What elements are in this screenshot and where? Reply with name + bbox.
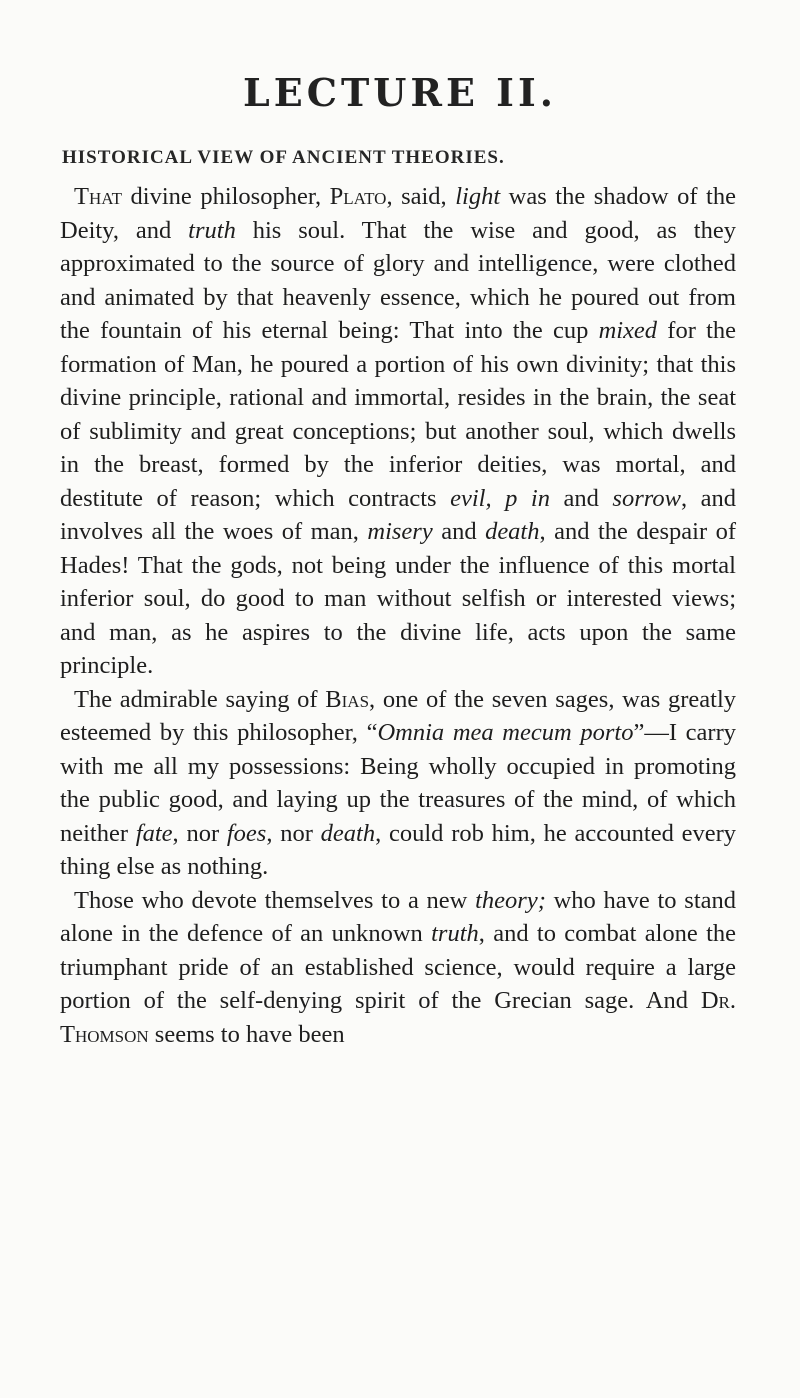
text-run: , said, xyxy=(386,183,456,210)
italic-text: truth xyxy=(188,216,236,244)
italic-text: truth xyxy=(431,920,479,947)
italic-text: death xyxy=(320,819,376,847)
text-run: seems to have been xyxy=(148,1020,345,1048)
italic-text: misery xyxy=(367,518,433,545)
text-run: , nor xyxy=(266,819,321,847)
text-run: , and the despair of Hades! That the gods, not being under the influence of this mortal inferior soul, do good to man without selfish or interested views; and man, as he aspires to the divine life, acts upon the same principle. xyxy=(60,518,737,679)
text-run: and xyxy=(549,484,613,512)
lecture-title: LECTURE II. xyxy=(243,70,557,115)
text-run: his soul. That the wise and good, as they approximated to the source of glory and intelligence, were clothed and animated by that heavenly essence, which he poured out from the fountain of his eternal being: That into the cup xyxy=(60,216,736,344)
italic-text: death xyxy=(485,518,540,545)
text-run: , could rob him, he accounted every thing else as nothing. xyxy=(60,819,736,880)
text-run: , and to combat alone the triumphant pride of an established science, would require a large portion of the self-denying spirit of the Grecian sage. And xyxy=(60,920,736,1014)
paragraph xyxy=(60,180,736,683)
text-run: Those who devote themselves to a new xyxy=(74,886,476,914)
italic-text: mixed xyxy=(598,317,658,344)
paragraph xyxy=(60,683,736,884)
text-run: , nor xyxy=(172,819,227,847)
italic-text: fate xyxy=(135,819,173,847)
text-run: divine philosopher, xyxy=(122,183,330,210)
small-caps-text: Dr. Thomson xyxy=(60,987,736,1048)
paragraph xyxy=(60,884,736,1052)
text-run: was the shadow of the Deity, and xyxy=(60,183,736,244)
text-run: The admirable saying of xyxy=(74,685,326,713)
italic-text: sorrow xyxy=(612,484,681,512)
small-caps-text: That xyxy=(74,183,123,210)
italic-text: light xyxy=(455,183,501,210)
italic-text: Omnia mea mecum porto xyxy=(377,719,634,746)
text-run: ”—I carry with me all my possessions: Being wholly occupied in promoting the public good, and laying up the treasures of the mind, of which neither xyxy=(60,719,736,847)
italic-text: evil, p in xyxy=(450,484,550,512)
small-caps-text: Plato xyxy=(329,183,387,210)
text-run: for the formation of Man, he poured a portion of his own divinity; that this divine principle, rational and immortal, resides in the brain, the seat of sublimity and great conceptions; but another soul, which dwells in the breast, formed by the inferior deities, was mortal, and destitute of reason; which contracts xyxy=(60,317,737,512)
small-caps-text: Bias xyxy=(325,685,370,713)
text-run: who have to stand alone in the defence of an unknown xyxy=(60,886,736,947)
section-subtitle: HISTORICAL VIEW OF ANCIENT THEORIES. xyxy=(62,147,505,168)
body-text xyxy=(60,180,736,1051)
text-run: and xyxy=(432,518,486,545)
text-run: , one of the seven sages, was greatly esteemed by this philosopher, “ xyxy=(60,685,736,746)
text-run: , and involves all the woes of man, xyxy=(60,484,736,545)
italic-text: foes xyxy=(226,819,267,847)
italic-text: theory; xyxy=(475,886,546,914)
